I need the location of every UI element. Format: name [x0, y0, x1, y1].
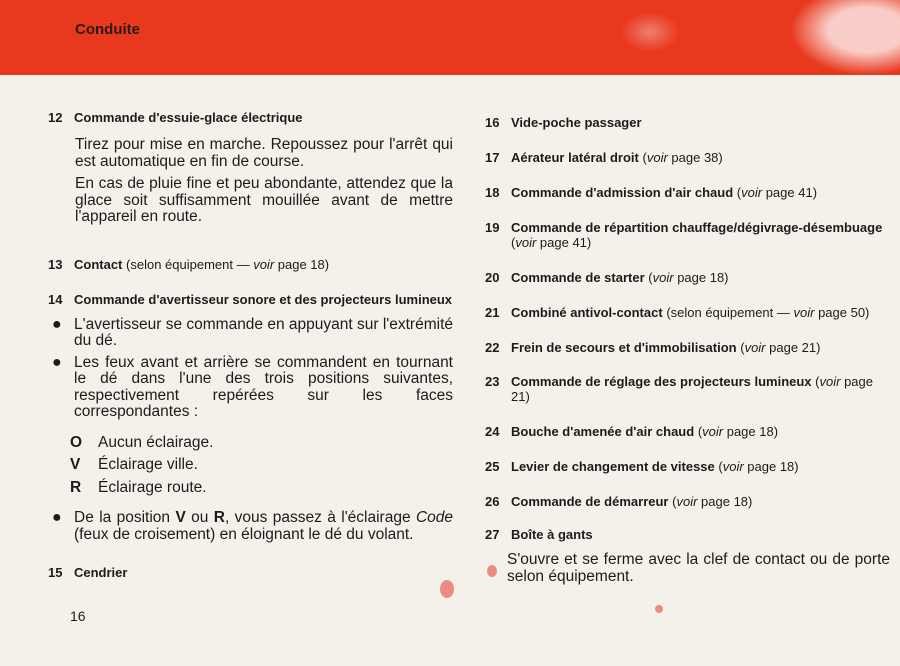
item-title: Levier de changement de vitesse: [511, 459, 715, 474]
light-position-item: R Éclairage route.: [70, 478, 207, 496]
item-title: Aérateur latéral droit: [511, 150, 639, 165]
item-title: Commande d'admission d'air chaud: [511, 185, 734, 200]
item-number: 27: [485, 527, 500, 542]
item-note: (voir page 18): [648, 270, 729, 285]
bullet-item: [48, 510, 453, 543]
item-note: (voir page 41): [736, 185, 818, 200]
bullet-text: L'avertisseur se commande en appuyant sur l'extrémité du dé.: [74, 315, 453, 349]
bullet-text: De la position V ou R, vous passez à l'éclairage Code (feux de croisement) en éloignant le dé du volant.: [74, 509, 453, 543]
item-title: Frein de secours et d'immobilisation: [511, 340, 737, 355]
item-number: 16: [485, 115, 500, 130]
item-23-heading: [485, 374, 890, 404]
item-12-heading: [48, 110, 453, 125]
item-note: (voir page 21): [740, 340, 821, 355]
item-title: Bouche d'amenée d'air chaud: [511, 424, 695, 439]
item-24-heading: [485, 424, 890, 439]
bullet-icon: ●: [52, 315, 62, 333]
item-number: 24: [485, 424, 500, 439]
item-18-heading: [485, 185, 890, 200]
item-note: (voir page 18): [718, 459, 799, 474]
bullet-item: [48, 317, 453, 350]
item-number: 21: [485, 305, 500, 320]
item-20-heading: [485, 270, 890, 285]
item-number: 18: [485, 185, 500, 200]
item-title: Commande de démarreur: [511, 494, 669, 509]
item-number: 22: [485, 340, 500, 355]
item-title: Commande de répartition chauffage/dégivrage-désembuage: [511, 220, 883, 235]
item-14-heading: [48, 292, 453, 307]
item-12-paragraph-1: Tirez pour mise en marche. Repoussez pour l'arrêt qui est automatique en fin de course.: [75, 136, 453, 170]
item-22-heading: [485, 340, 890, 355]
item-16-heading: [485, 115, 890, 130]
item-number: 15: [48, 565, 63, 580]
bullet-item: [48, 355, 453, 421]
item-17-heading: [485, 150, 890, 165]
red-stain: [655, 605, 663, 613]
bullet-icon: ●: [52, 509, 62, 526]
item-number: 12: [48, 110, 63, 125]
item-note: (selon équipement — voir page 50): [666, 305, 870, 320]
item-number: 25: [485, 459, 500, 474]
bullet-text: Les feux avant et arrière se commandent en tournant le dé dans l'une des trois positions suivantes, respectivement repérées sur les faces correspondantes :: [74, 353, 453, 420]
red-stain: [440, 580, 454, 598]
item-title: Commande de réglage des projecteurs lumineux: [511, 374, 812, 389]
item-12-paragraph-2: En cas de pluie fine et peu abondante, attendez que la glace soit suffisamment mouillée avant de mettre l'appareil en route.: [75, 175, 453, 225]
page-number: 16: [70, 608, 86, 624]
item-title: Commande d'essuie-glace électrique: [74, 110, 303, 125]
item-13-heading: [48, 257, 453, 272]
item-26-heading: [485, 494, 890, 509]
item-19-heading: [485, 220, 890, 250]
item-number: 17: [485, 150, 500, 165]
item-number: 13: [48, 256, 63, 272]
light-position-item: O Aucun éclairage.: [70, 433, 214, 451]
item-title: Commande de starter: [511, 270, 645, 285]
right-column: [485, 115, 890, 585]
item-27-heading: [485, 527, 890, 542]
item-number: 14: [48, 291, 63, 307]
item-number: 26: [485, 494, 500, 509]
left-column: [48, 110, 453, 580]
item-number: 20: [485, 270, 500, 285]
item-title: Contact: [74, 256, 123, 272]
item-note: (voir page 38): [642, 150, 723, 165]
item-number: 19: [485, 220, 500, 235]
item-note: (voir page 21): [511, 374, 873, 404]
item-note: (selon équipement — voir page 18): [126, 256, 330, 272]
red-stain: [487, 565, 497, 577]
item-21-heading: [485, 305, 890, 320]
item-note: (voir page 41): [511, 235, 592, 250]
item-note: (voir page 18): [672, 494, 753, 509]
section-title: Conduite: [75, 21, 140, 38]
right-item-list: [485, 115, 890, 542]
item-27-text: S'ouvre et se ferme avec la clef de contact ou de porte selon équipement.: [507, 551, 890, 585]
light-position-list: [48, 435, 453, 497]
item-number: 23: [485, 374, 500, 389]
item-title: Cendrier: [74, 565, 128, 580]
light-position-item: V Éclairage ville.: [70, 456, 198, 473]
item-title: Vide-poche passager: [511, 115, 642, 130]
item-15-heading: [48, 565, 453, 580]
bullet-icon: ●: [52, 353, 62, 371]
worn-paper-patch: [620, 12, 680, 52]
section-header-band: [0, 0, 900, 75]
item-title: Combiné antivol-contact: [511, 305, 663, 320]
item-title: Boîte à gants: [511, 527, 593, 542]
worn-paper-patch: [790, 0, 900, 75]
item-note: (voir page 18): [697, 424, 779, 439]
item-title: Commande d'avertisseur sonore et des projecteurs lumineux: [74, 291, 453, 307]
item-25-heading: [485, 459, 890, 474]
